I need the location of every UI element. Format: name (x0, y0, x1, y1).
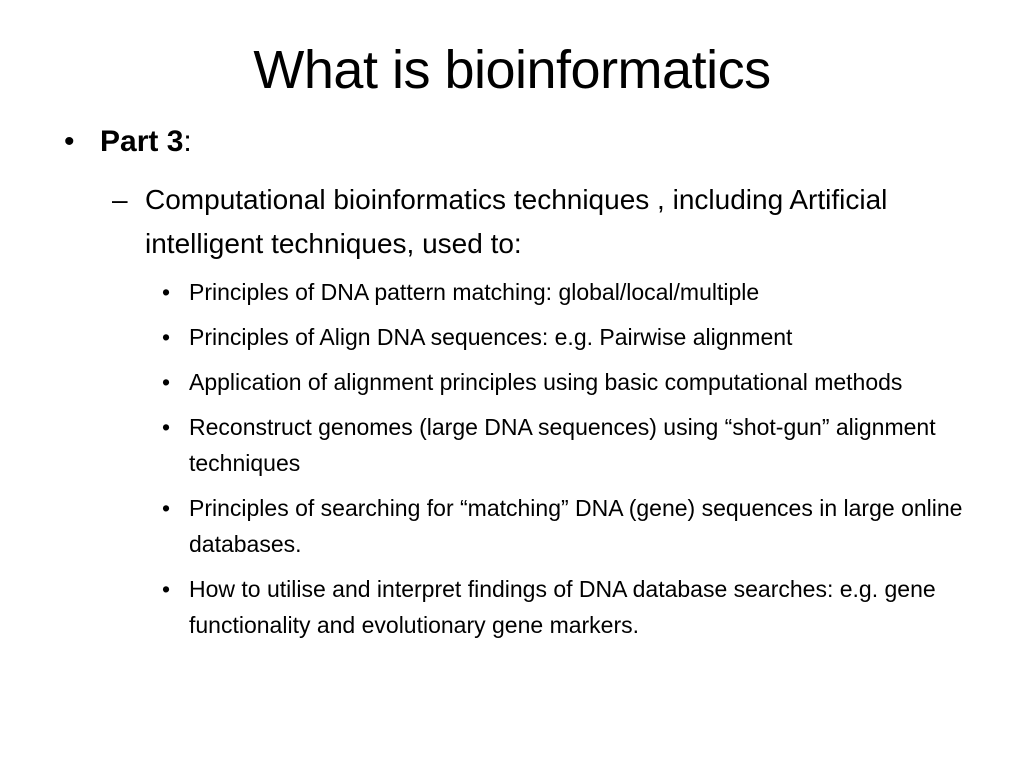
list-item-text: Application of alignment principles using basic computational methods (189, 369, 903, 395)
list-item-text: Principles of searching for “matching” DNA (gene) sequences in large online databases. (189, 495, 963, 557)
list-item (162, 274, 972, 310)
list-item (162, 319, 972, 355)
bullet-icon: • (162, 495, 171, 521)
bullet-icon: • (162, 324, 171, 350)
slide-title: What is bioinformatics (253, 40, 771, 100)
list-item (162, 409, 972, 481)
subheading-text: Computational bioinformatics techniques , including Artificial intelligent techniques, used to: (145, 184, 888, 259)
list-item (162, 364, 972, 400)
bullet-icon: • (162, 414, 171, 440)
list-item-text: Principles of Align DNA sequences: e.g. Pairwise alignment (189, 324, 793, 350)
technique-list (162, 274, 972, 652)
dash-icon: – (112, 184, 128, 215)
bullet-icon: • (162, 369, 171, 395)
list-item-text: Reconstruct genomes (large DNA sequences) using “shot-gun” alignment techniques (189, 414, 936, 476)
list-item (162, 571, 972, 643)
part-heading (64, 122, 964, 163)
part-suffix: : (183, 125, 192, 158)
bullet-icon: • (162, 279, 171, 305)
bullet-icon: • (162, 576, 171, 602)
list-item (162, 490, 972, 562)
part-label: Part 3 (100, 125, 184, 158)
bullet-icon: • (64, 125, 75, 158)
subheading (112, 178, 962, 266)
list-item-text: How to utilise and interpret findings of DNA database searches: e.g. gene functionality and evolutionary gene markers. (189, 576, 936, 638)
list-item-text: Principles of DNA pattern matching: global/local/multiple (189, 279, 760, 305)
